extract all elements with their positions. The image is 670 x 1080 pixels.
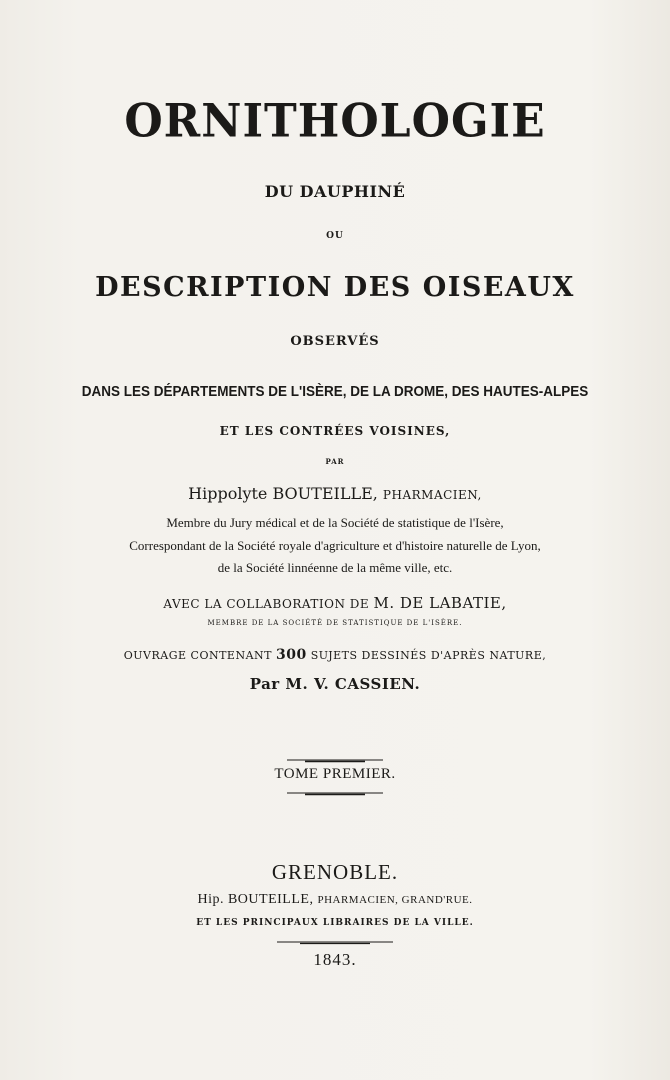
contrees-line: ET LES CONTRÉES VOISINES,	[219, 424, 451, 438]
publisher-line	[0, 892, 670, 908]
membership-line: de la Société linnéenne de la même ville, etc.	[217, 560, 453, 575]
ornament-rule-bottom	[275, 938, 395, 946]
illustrator-line: Par M. V. CASSIEN.	[249, 675, 421, 693]
book-alt-title: DESCRIPTION DES OISEAUX	[95, 272, 575, 303]
par-label: PAR	[325, 457, 345, 466]
observes-label: OBSERVÉS	[290, 334, 380, 349]
ouvrage-suffix: SUJETS DESSINÉS D'APRÈS NATURE,	[310, 649, 547, 662]
ouvrage-line	[0, 647, 670, 663]
author-line	[0, 484, 670, 503]
publisher-name: Hip. BOUTEILLE,	[197, 892, 314, 907]
author-profession: PHARMACIEN,	[382, 488, 482, 502]
publisher-profession: PHARMACIEN, GRAND'RUE.	[317, 894, 473, 906]
ornament-rule-top	[285, 756, 385, 764]
membership-line: Correspondant de la Société royale d'agriculture et d'histoire naturelle de Lyon,	[129, 538, 541, 553]
book-title: ORNITHOLOGIE	[124, 94, 546, 149]
collaboration-line	[0, 594, 670, 612]
conjunction: OU	[326, 231, 344, 241]
publication-year: 1843.	[313, 950, 357, 969]
collaboration-prefix: AVEC LA COLLABORATION DE	[163, 597, 370, 611]
regions-line: DANS LES DÉPARTEMENTS DE L'ISÈRE, DE LA DROME, DES HAUTES-ALPES	[81, 383, 589, 400]
ornament-rule-middle	[285, 790, 385, 798]
libraires-line: ET LES PRINCIPAUX LIBRAIRES DE LA VILLE.	[196, 918, 474, 928]
book-subtitle: DU DAUPHINÉ	[264, 182, 406, 201]
collaborator-membership: MEMBRE DE LA SOCIÉTÉ DE STATISTIQUE DE L'ISÈRE.	[207, 619, 463, 627]
author-name: Hippolyte BOUTEILLE,	[188, 484, 378, 503]
ouvrage-prefix: OUVRAGE CONTENANT	[123, 649, 272, 662]
membership-line: Membre du Jury médical et de la Société de statistique de l'Isère,	[166, 515, 504, 530]
ouvrage-count: 300	[276, 647, 307, 663]
collaborator-name: M. DE LABATIE,	[373, 594, 507, 612]
publication-city: GRENOBLE.	[271, 860, 399, 884]
tome-label: TOME PREMIER.	[274, 766, 396, 782]
